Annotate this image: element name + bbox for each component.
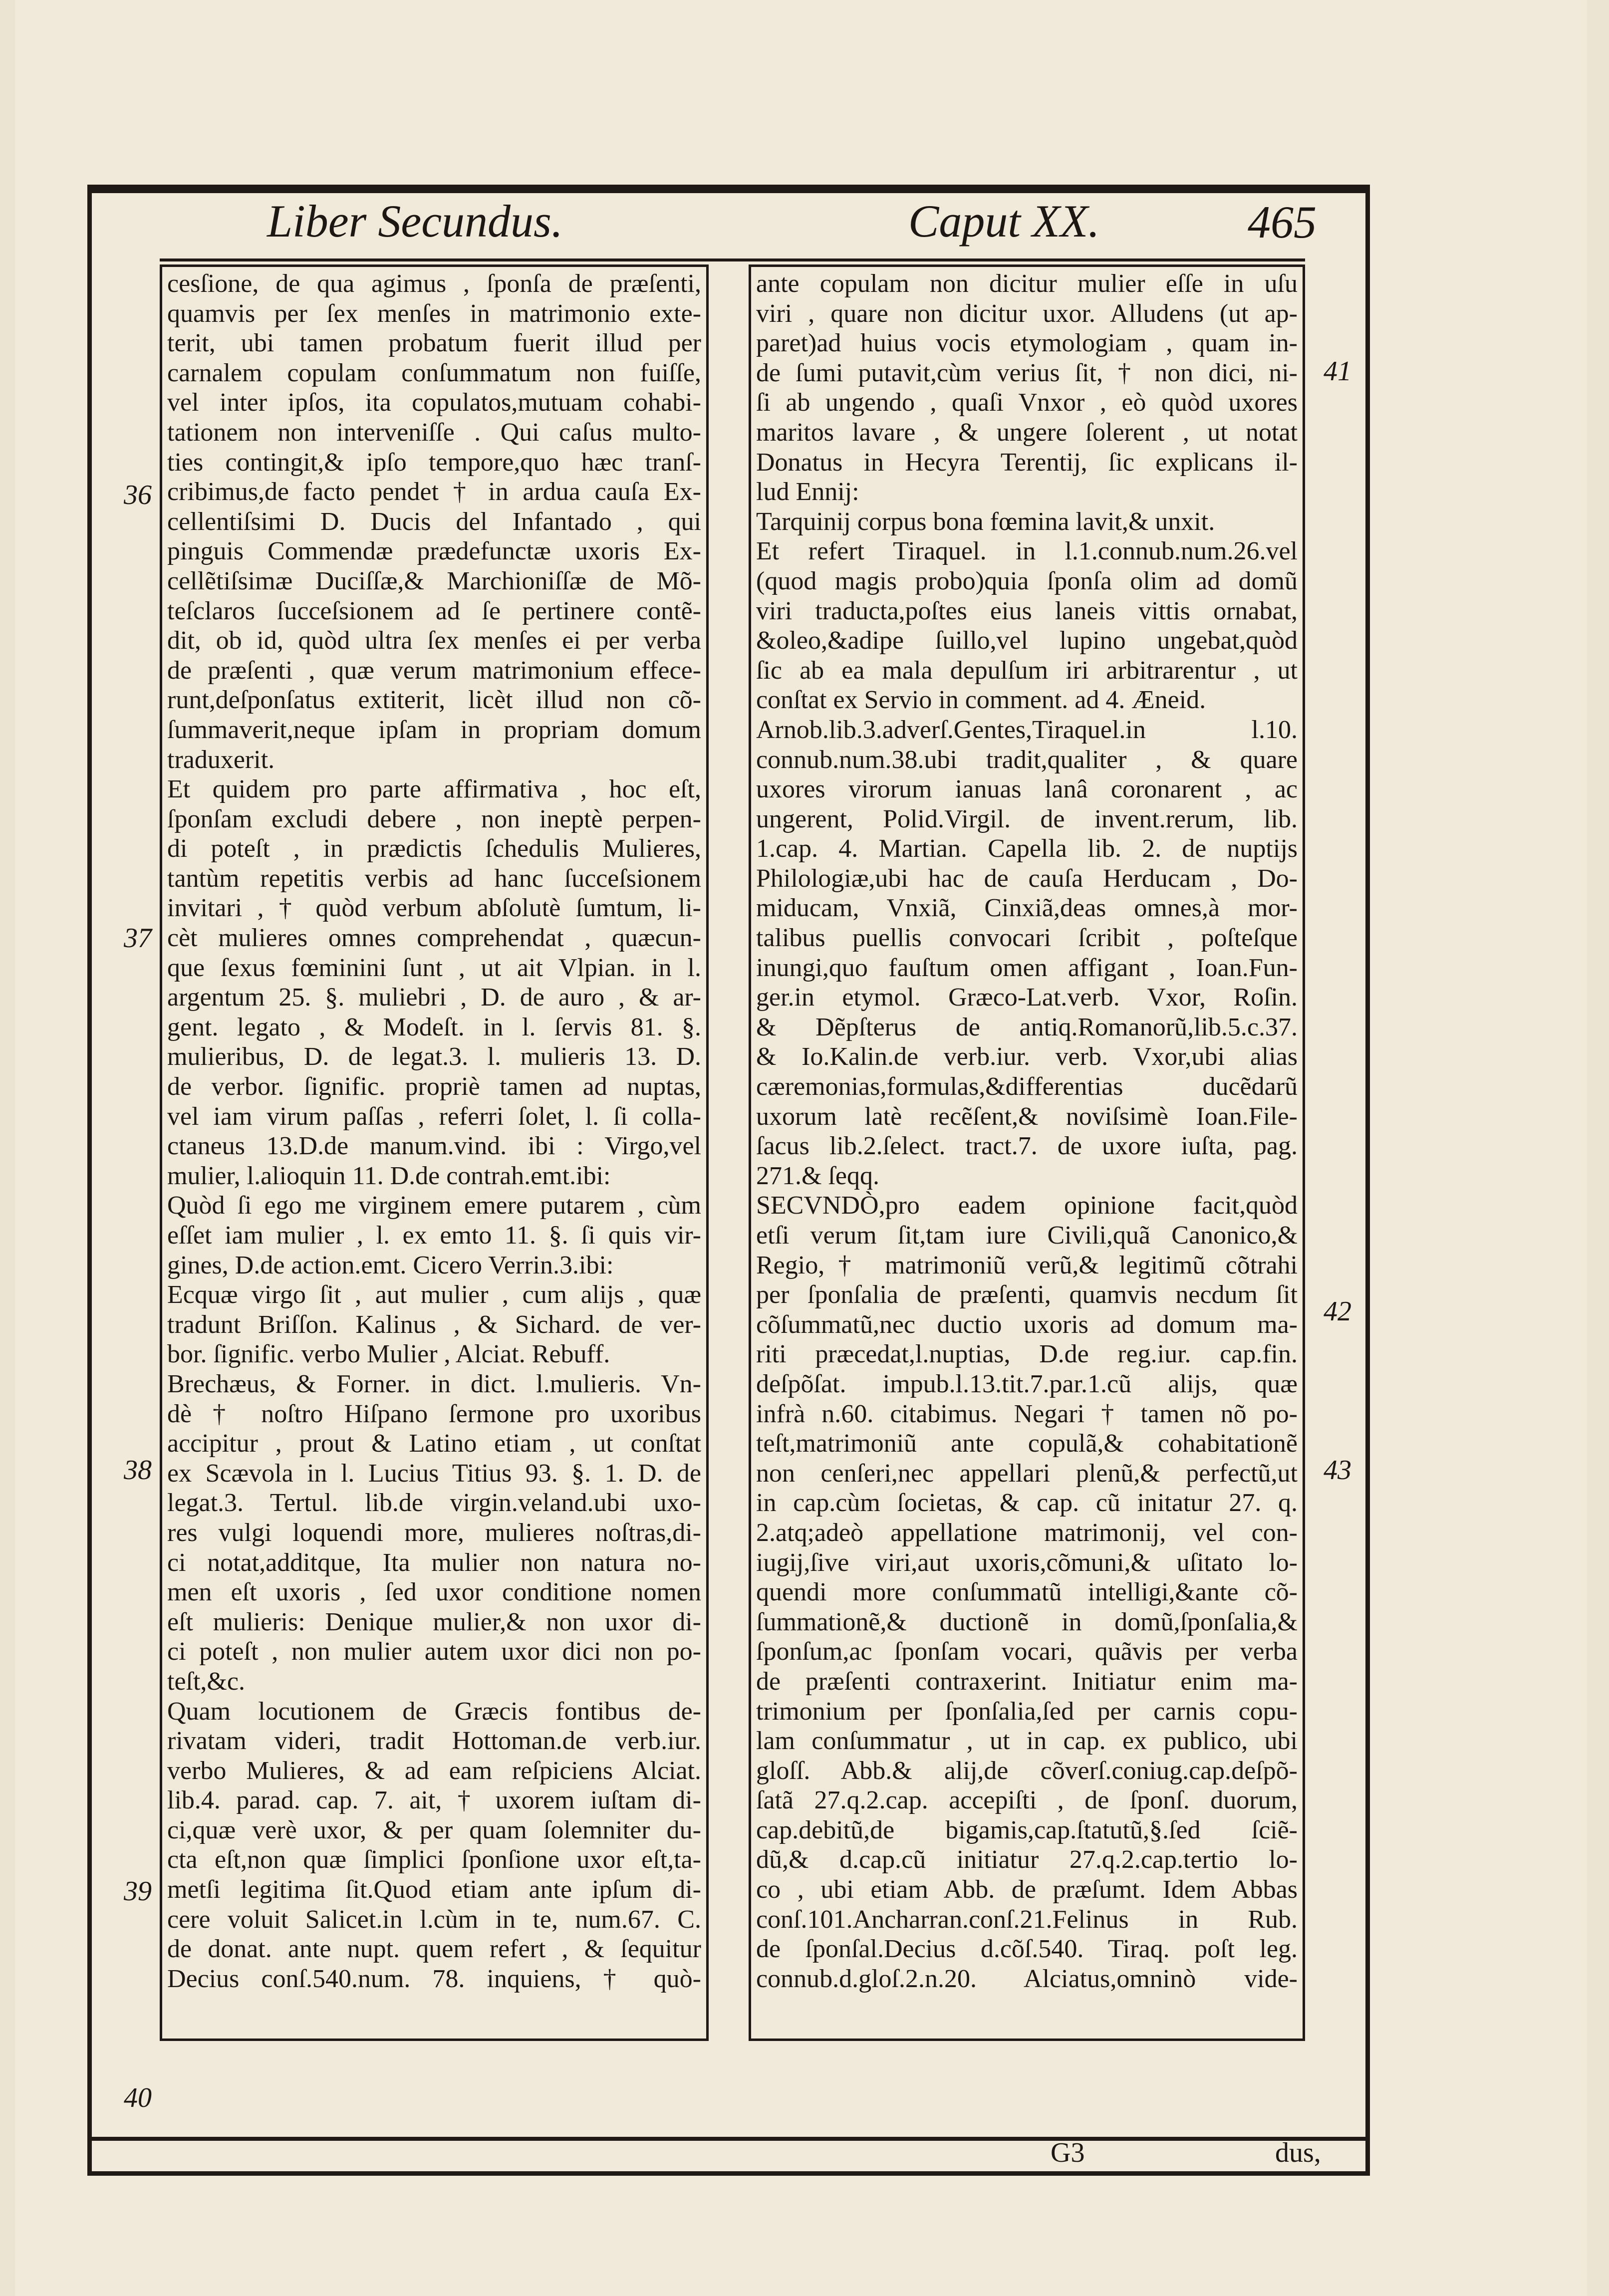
text-line: eſſet iam mulier , l. ex emto 11. §. ſi quis vir- [167,1221,701,1250]
text-line: men eſt uxoris , ſed uxor conditione nomen [167,1578,701,1607]
text-line: infrà n.60. citabimus. Negari † tamen nõ po- [756,1399,1298,1428]
text-line: Et refert Tiraquel. in l.1.connub.num.26.vel [756,537,1298,566]
text-line: riti præcedat,l.nuptias, D.de reg.iur. cap.fin. [756,1340,1298,1369]
text-line: cæremonias,formulas,&differentias ducẽdarũ [756,1072,1298,1101]
margin-number: 43 [1324,1455,1351,1486]
text-line: cõſummatũ,nec ductio uxoris ad domum ma- [756,1310,1298,1339]
margin-number: 36 [124,480,152,510]
text-line: Arnob.lib.3.adverſ.Gentes,Tiraquel.in l.10. [756,715,1298,744]
text-line: ungerent, Polid.Virgil. de invent.rerum, lib. [756,804,1298,833]
text-line: ex Scævola in l. Lucius Titius 93. §. 1. D. de [167,1459,701,1488]
text-line: Donatus in Hecyra Terentij, ſic explicans il- [756,448,1298,477]
text-line: ties contingit,& ipſo tempore,quo hæc tranſ- [167,448,701,477]
text-line: Decius conſ.540.num. 78. inquiens, † quò- [167,1964,701,1993]
text-line: non cenſeri,nec appellari plenũ,& perfectũ,ut [756,1459,1298,1488]
text-line: & Dẽpſterus de antiq.Romanorũ,lib.5.c.37. [756,1013,1298,1041]
text-line: ger.in etymol. Græco-Lat.verb. Vxor, Roſin. [756,983,1298,1012]
text-line: mulier, l.alioquin 11. D.de contrah.emt.ibi: [167,1161,611,1190]
text-line: quendi more conſummatũ intelligi,&ante cõ- [756,1578,1298,1607]
text-line: de ſponſal.Decius d.cõſ.540. Tiraq. poſt leg. [756,1935,1298,1964]
text-line: teſclaros ſucceſsionem ad ſe pertinere contẽ- [167,596,701,625]
footer-rule [87,2137,1370,2141]
text-line: verbo Mulieres, & ad eam reſpiciens Alciat. [167,1756,701,1785]
text-line: &oleo,&adipe ſuillo,vel lupino ungebat,quòd [756,626,1298,655]
text-line: ctaneus 13.D.de manum.vind. ibi : Virgo,vel [167,1132,701,1161]
text-line: de verbor. ſignific. propriè tamen ad nuptas, [167,1072,701,1101]
text-line: Philologiæ,ubi hac de cauſa Herducam , Do- [756,864,1298,893]
text-line: rivatam videri, tradit Hottoman.de verb.iur. [167,1727,701,1756]
text-line: invitari , † quòd verbum abſolutè ſumtum, li- [167,894,701,923]
text-line: ſi ab ungendo , quaſi Vnxor , eò quòd uxores [756,388,1298,417]
text-line: conſ.101.Ancharran.conſ.21.Felinus in Rub. [756,1905,1298,1934]
text-line: res vulgi loquendi more, mulieres noſtras,di- [167,1518,701,1547]
text-line: dè † noſtro Hiſpano ſermone pro uxoribus [167,1399,701,1428]
left-text-column [160,264,709,2041]
text-line: (quod magis probo)quia ſponſa olim ad domũ [756,566,1298,595]
text-line: Tarquinij corpus bona fœmina lavit,& unxit. [756,507,1215,536]
text-line: gent. legato , & Modeſt. in l. ſervis 81. §. [167,1013,701,1041]
text-line: miducam, Vnxiã, Cinxiã,deas omnes,à mor- [756,894,1298,923]
text-line: ante copulam non dicitur mulier eſſe in uſu [756,269,1298,298]
text-line: vel inter ipſos, ita copulatos,mutuam cohabi- [167,388,701,417]
text-line: carnalem copulam conſummatum non fuiſſe, [167,358,701,387]
text-line: de donat. ante nupt. quem refert , & ſequitur [167,1935,701,1964]
text-line: connub.num.38.ubi tradit,qualiter , & quare [756,745,1298,774]
text-line: tradunt Briſſon. Kalinus , & Sichard. de ver- [167,1310,701,1339]
text-line: Ecquæ virgo ſit , aut mulier , cum alijs , quæ [167,1280,701,1309]
text-line: paret)ad huius vocis etymologiam , quam in- [756,329,1298,358]
text-line: co , ubi etiam Abb. de præſumt. Idem Abbas [756,1875,1298,1904]
text-line: quamvis per ſex menſes in matrimonio exte- [167,299,701,328]
text-line: di poteſt , in prædictis ſchedulis Mulieres, [167,834,701,863]
text-line: viri , quare non dicitur uxor. Alludens (ut ap- [756,299,1298,328]
text-line: cap.debitũ,de bigamis,cap.ſtatutũ,§.ſed ſciẽ- [756,1815,1298,1844]
text-line: Quòd ſi ego me virginem emere putarem , cùm [167,1191,701,1220]
text-line: lib.4. parad. cap. 7. ait, † uxorem iuſtam di- [167,1786,701,1815]
text-line: etſi verum ſit,tam iure Civili,quã Canonico,& [756,1221,1298,1250]
text-line: ci poteſt , non mulier autem uxor dici non po- [167,1637,701,1666]
text-line: teſt,matrimoniũ ante copulã,& cohabitationẽ [756,1429,1298,1458]
text-line: de præſenti , quæ verum matrimonium effece- [167,656,701,685]
text-line: cribimus,de facto pendet † in ardua cauſa Ex- [167,478,701,507]
text-line: & Io.Kalin.de verb.iur. verb. Vxor,ubi alias [756,1042,1298,1071]
text-line: dũ,& d.cap.cũ initiatur 27.q.2.cap.tertio lo- [756,1845,1298,1874]
text-line: terit, ubi tamen probatum fuerit illud per [167,329,701,358]
text-line: uxores virorum ianuas lanâ coronarent , ac [756,775,1298,804]
text-line: cesſione, de qua agimus , ſponſa de præſenti, [167,269,701,298]
text-line: uxorum latè recẽſent,& noviſsimè Ioan.File- [756,1102,1298,1131]
text-line: cere voluit Salicet.in l.cùm in te, num.67. C. [167,1905,701,1934]
text-line: gines, D.de action.emt. Cicero Verrin.3.ibi: [167,1251,614,1279]
text-line: 271.& ſeqq. [756,1161,879,1190]
text-line: cellẽtiſsimæ Duciſſæ,& Marchioniſſæ de Mõ- [167,566,701,595]
text-line: Quam locutionem de Græcis fontibus de- [167,1697,701,1726]
margin-number: 40 [124,2082,152,2113]
margin-number: 41 [1324,356,1351,387]
text-line: talibus puellis convocari ſcribit , poſteſque [756,924,1298,953]
text-line: ſacus lib.2.ſelect. tract.7. de uxore iuſta, pag. [756,1132,1298,1161]
running-head-right: Caput XX. [908,196,1100,247]
text-line: de præſenti contraxerint. Initiatur enim ma- [756,1667,1298,1696]
catchword: dus, [1275,2137,1321,2168]
margin-number: 42 [1324,1296,1351,1327]
signature-mark: G3 [1051,2137,1085,2168]
text-line: ci,quæ verè uxor, & per quam ſolemniter du- [167,1815,701,1844]
text-line: connub.d.gloſ.2.n.20. Alciatus,omninò vide- [756,1964,1298,1993]
text-line: cèt mulieres omnes comprehendat , quæcun- [167,924,701,953]
text-line: maritos lavare , & ungere ſolerent , ut notat [756,418,1298,447]
text-line: de ſumi putavit,cùm verius ſit, † non dici, ni- [756,358,1298,387]
text-line: Brechæus, & Forner. in dict. l.mulieris. Vn- [167,1369,701,1398]
text-line: tantùm repetitis verbis ad hanc ſucceſsionem [167,864,701,893]
text-line: ſic ab ea mala depulſum iri arbitrarentur , ut [756,656,1298,685]
text-line: SECVNDÒ,pro eadem opinione facit,quòd [756,1191,1298,1220]
text-line: ſponſum,ac ſponſam vocari, quãvis per verba [756,1637,1298,1666]
text-line: ſponſam excludi debere , non ineptè perpen- [167,804,701,833]
text-line: ſummationẽ,& ductionẽ in domũ,ſponſalia,& [756,1607,1298,1636]
margin-number: 37 [124,923,152,954]
text-line: metſi legitima ſit.Quod etiam ante ipſum di- [167,1875,701,1904]
text-line: ſummaverit,neque ipſam in propriam domum [167,715,701,744]
text-line: gloſſ. Abb.& alij,de cõverſ.coniug.cap.deſpõ- [756,1756,1298,1785]
right-text-column [749,264,1305,2041]
text-line: per ſponſalia de præſenti, quamvis necdum ſit [756,1280,1298,1309]
text-line: mulieribus, D. de legat.3. l. mulieris 13. D. [167,1042,701,1071]
margin-number: 39 [124,1876,152,1907]
text-line: iugij,ſive viri,aut uxoris,cõmuni,& uſitato lo- [756,1548,1298,1577]
text-line: eſt mulieris: Denique mulier,& non uxor di- [167,1607,701,1636]
text-line: cta eſt,non quæ ſimplici ſponſione uxor eſt,ta- [167,1845,701,1874]
text-line: bor. ſignific. verbo Mulier , Alciat. Rebuff. [167,1340,610,1369]
text-line: lam conſummatur , ut in cap. ex publico, ubi [756,1727,1298,1756]
text-line: ſatã 27.q.2.cap. accepiſti , de ſponſ. duorum, [756,1786,1298,1815]
text-line: ci notat,additque, Ita mulier non natura no- [167,1548,701,1577]
text-line: dit, ob id, quòd ultra ſex menſes ei per verba [167,626,701,655]
text-line: in cap.cùm ſocietas, & cap. cũ initatur 27. q. [756,1489,1298,1518]
text-line: tationem non interveniſſe . Qui caſus multo- [167,418,701,447]
text-line: traduxerit. [167,745,275,774]
text-line: legat.3. Tertul. lib.de virgin.veland.ubi uxo- [167,1489,701,1518]
text-line: Regio,† matrimoniũ verũ,& legitimũ cõtrahi [756,1251,1298,1279]
text-line: viri traducta,poſtes eius laneis vittis ornabat, [756,596,1298,625]
text-line: argentum 25. §. muliebri , D. de auro , & ar- [167,983,701,1012]
text-line: vel iam virum paſſas , referri ſolet, l. ſi colla- [167,1102,701,1131]
margin-number: 38 [124,1455,152,1486]
text-line: runt,deſponſatus extiterit, licèt illud non cõ- [167,686,701,715]
text-line: deſpõſat. impub.l.13.tit.7.par.1.cũ alijs, quæ [756,1369,1298,1398]
text-line: inungi,quo fauſtum omen affigant , Ioan.Fun- [756,953,1298,982]
text-line: lud Ennij: [756,478,859,507]
text-line: trimonium per ſponſalia,ſed per carnis copu- [756,1697,1298,1726]
running-head-left: Liber Secundus. [267,196,563,247]
text-line: 1.cap. 4. Martian. Capella lib. 2. de nuptijs [756,834,1298,863]
text-line: teſt,&c. [167,1667,245,1696]
text-line: conſtat ex Servio in comment. ad 4. Æneid. [756,686,1206,715]
text-line: accipitur , prout & Latino etiam , ut conſtat [167,1429,701,1458]
page-number: 465 [1248,197,1317,248]
text-line: 2.atq;adeò appellatione matrimonij, vel con- [756,1518,1298,1547]
text-line: pinguis Commendæ prædefunctæ uxoris Ex- [167,537,701,566]
text-line: Et quidem pro parte affirmativa , hoc eſt, [167,775,701,804]
text-line: cellentiſsimi D. Ducis del Infantado , qui [167,507,701,536]
text-line: que ſexus fœminini ſunt , ut ait Vlpian. in l. [167,953,701,982]
header-underline [160,258,1305,261]
